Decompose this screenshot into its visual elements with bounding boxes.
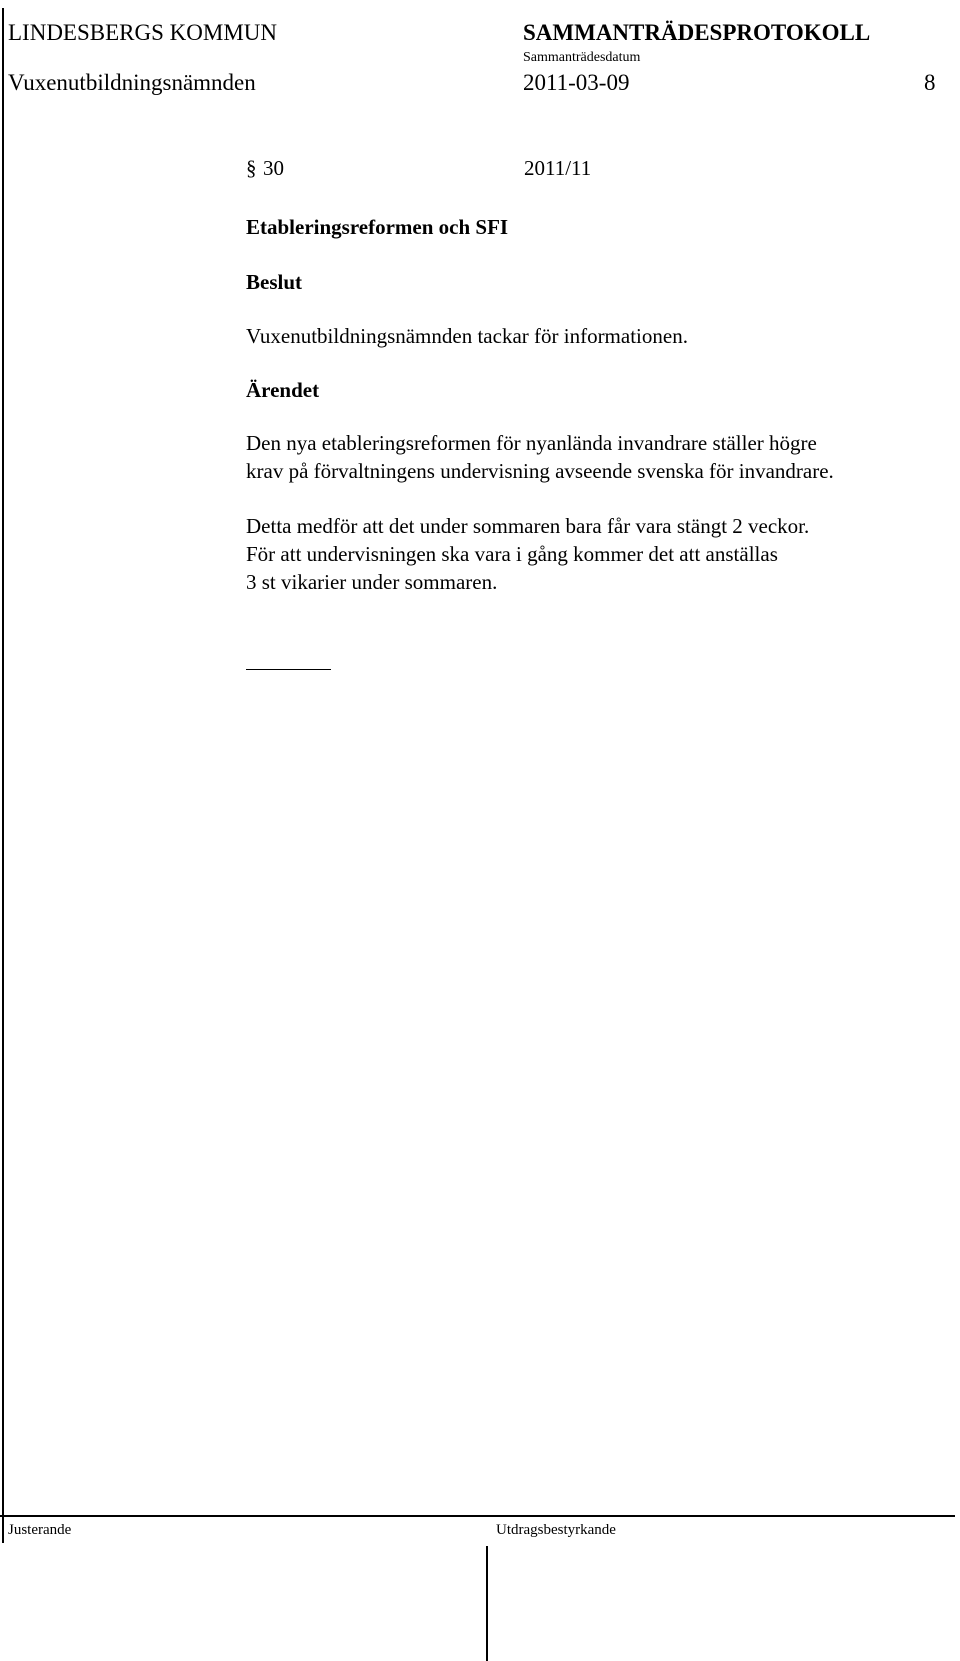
case-reference: 2011/11 [524, 156, 592, 180]
signature-divider [486, 1546, 488, 1661]
matter-heading: Ärendet [246, 378, 320, 402]
document-type: SAMMANTRÄDESPROTOKOLL [523, 20, 871, 45]
section-title: Etableringsreformen och SFI [246, 215, 509, 239]
committee-name: Vuxenutbildningsnämnden [8, 70, 256, 95]
matter-paragraph-1-line-1: Den nya etableringsreformen för nyanlända invandrare ställer högre [246, 431, 817, 455]
end-of-section-rule [246, 669, 331, 670]
footer-rule [0, 1515, 955, 1517]
decision-heading: Beslut [246, 270, 303, 294]
meeting-date-label: Sammanträdesdatum [523, 50, 641, 65]
section-number: 30 [263, 156, 284, 180]
section-symbol: § [246, 156, 257, 180]
left-margin-rule [2, 8, 4, 1543]
matter-paragraph-1-line-2: krav på förvaltningens undervisning avseende svenska för invandrare. [246, 459, 834, 483]
extract-certifier-label: Utdragsbestyrkande [496, 1522, 616, 1538]
organization-name: LINDESBERGS KOMMUN [8, 20, 277, 45]
meeting-date: 2011-03-09 [523, 70, 630, 95]
adjuster-label: Justerande [8, 1522, 72, 1538]
page-number: 8 [924, 70, 936, 95]
matter-paragraph-2-line-2: För att undervisningen ska vara i gång kommer det att anställas [246, 542, 778, 566]
decision-text: Vuxenutbildningsnämnden tackar för informationen. [246, 324, 688, 348]
matter-paragraph-2-line-1: Detta medför att det under sommaren bara får vara stängt 2 veckor. [246, 514, 810, 538]
matter-paragraph-2-line-3: 3 st vikarier under sommaren. [246, 570, 498, 594]
